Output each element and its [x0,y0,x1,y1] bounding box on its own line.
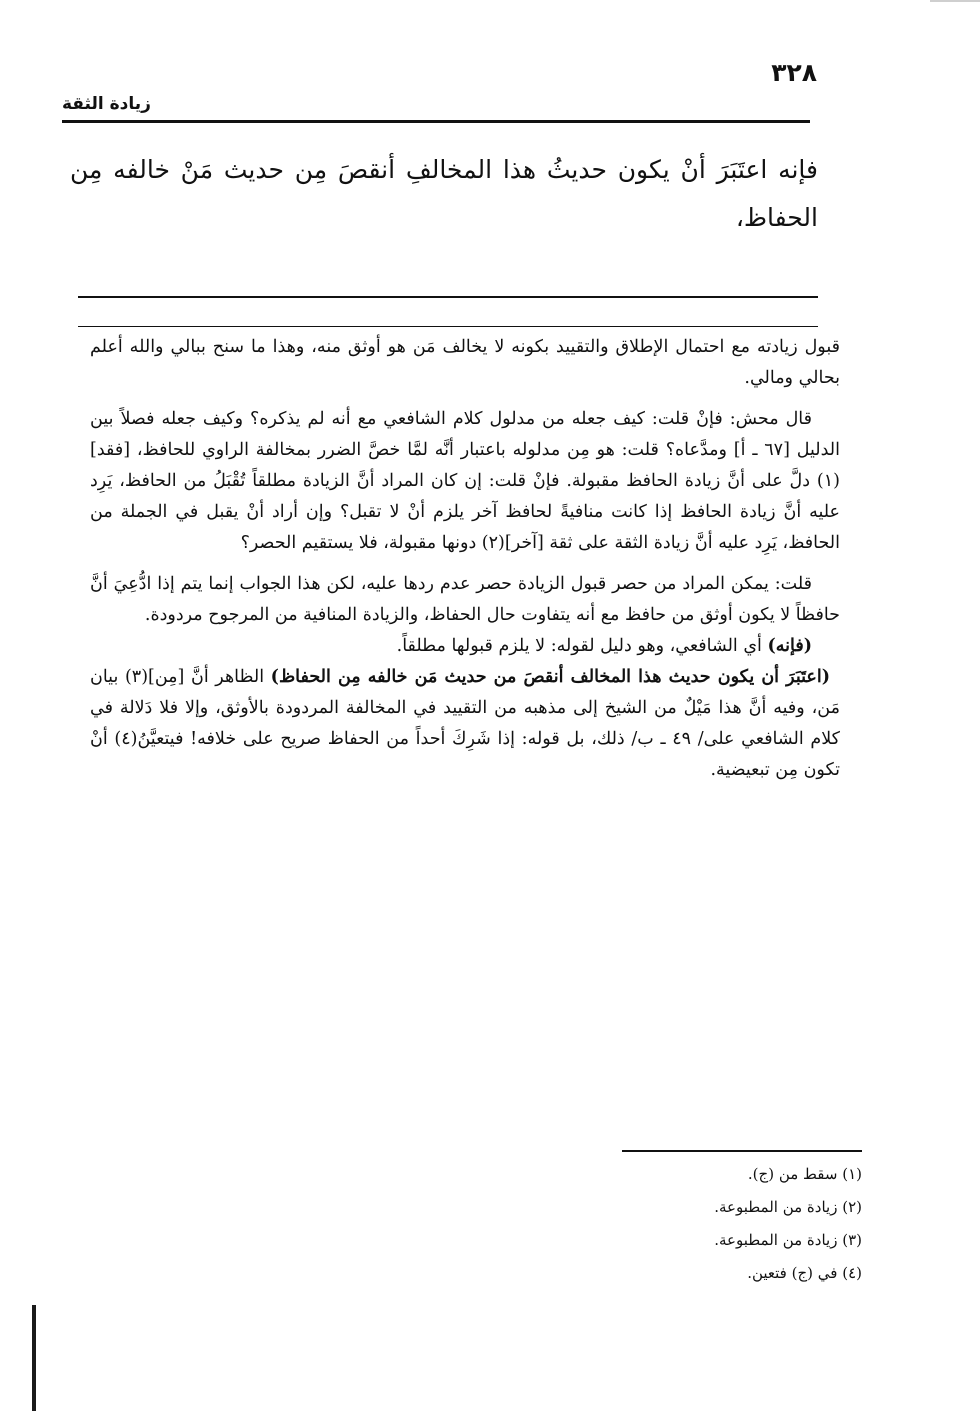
footnote-4: (٤) في (ج) فتعين. [747,1264,862,1282]
commentary-text: الظاهر أنَّ [مِن](٣) بيان مَن، وفيه أنَّ هذا مَيْلٌ من الشيخ إلى مذهبه من التقييد في المخالفة المردودة بالأوثق، وإلا فلا دَلالة في كلام الشافعي على/ ٤٩ ـ ب/ ذلك، بل قوله: إذا شَرِكَ أحداً من الحفاظ صريح على خلافه! فيتعيَّنُ(٤) أنْ تكون مِن تبعيضية. [90,667,840,780]
footnote-rule [622,1150,862,1152]
footnotes [442,1158,862,1290]
lemma-itabara: (اعتَبَرَ أن يكون حديث هذا المخالف أنقصَ من حديث مَن خالفه مِن الحفاظ) [270,667,830,687]
footnote-2: (٢) زيادة من المطبوعة. [714,1198,862,1216]
running-title: زيادة الثقة [62,94,151,114]
commentary-paragraph-3: قلت: يمكن المراد من حصر قبول الزيادة حصر عدم ردها عليه، لكن هذا الجواب إنما يتم إذا ادُّعِيَ أنَّ حافظاً لا يكون أوثق من حافظ مع أنه يتفاوت حال الحفاظ، والزيادة المنافية من المرجوح مردودة. [90,574,840,625]
scan-edge-mark [930,0,980,2]
commentary-paragraph-1: قبول زيادته مع احتمال الإطلاق والتقييد بكونه لا يخالف مَن هو أوثق منه، وهذا ما سنح ببالي والله أعلم بحالي ومالي. [90,337,840,388]
commentary-paragraph-5 [90,662,840,786]
commentary-text: أي الشافعي، وهو دليل لقوله: لا يلزم قبولها مطلقاً. [396,636,762,656]
matn-paragraph: فإنه اعتَبَرَ أنْ يكون حديثُ هذا المخالفِ أنقصَ مِن حديث مَنْ خالفه مِن الحفاظ، [70,155,818,232]
header-rule [62,120,810,123]
lemma-fainnahu: (فإنه) [767,636,812,656]
footnote-1: (١) سقط من (ج). [747,1165,862,1183]
commentary-block [90,332,840,786]
matn-text-block [70,146,818,242]
commentary-paragraph-4 [90,631,840,662]
page-number: ٣٢٨ [771,58,817,87]
footnote-3: (٣) زيادة من المطبوعة. [714,1231,862,1249]
commentary-paragraph-2: قال محش: فإنْ قلت: كيف جعله من مدلول كلام الشافعي مع أنه لم يذكره؟ وكيف جعله فصلاً بين الدليل [٦٧ ـ أ] ومدَّعاه؟ قلت: هو مِن مدلوله باعتبار أنَّه لمَّا خصَّ الضرر بمخالفة الراوي للحافظ، [فقد](١) دلَّ على أنَّ زيادة الحافظ مقبولة. فإنْ قلت: إن كان المراد أنَّ الزيادة مطلقاً تُقْبَلُ من الحافظ، يَرِد عليه أنَّ زيادة الحافظ إذا كانت منافيةً لحافظ آخر يلزم أنْ لا تقبل؟ وإن أراد أنْ يقبل في الجملة من الحافظ، يَرِد عليه أنَّ زيادة الثقة على ثقة [آخر](٢) دونها مقبولة، فلا يستقيم الحصر؟ [90,409,840,553]
sharh-divider [78,326,818,327]
scan-binding-edge [32,1305,36,1411]
matn-divider [78,296,818,298]
